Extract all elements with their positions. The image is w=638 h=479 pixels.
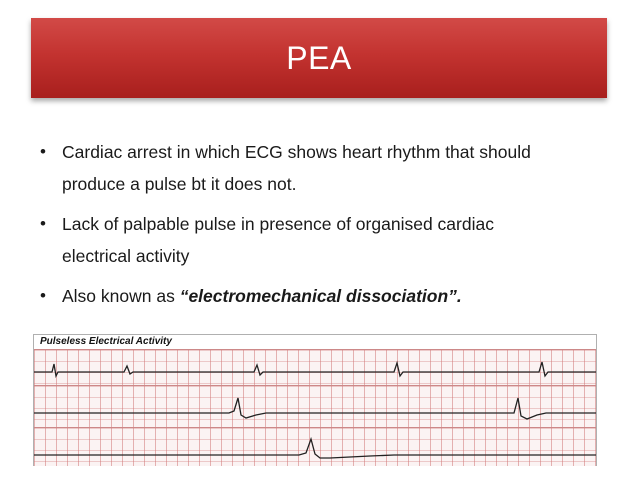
bullet-dot-icon: • <box>40 142 46 161</box>
bullet-line: electrical activity <box>62 246 190 266</box>
ecg-title: Pulseless Electrical Activity <box>40 336 172 347</box>
slide-title: PEA <box>286 39 352 76</box>
ecg-trace-3 <box>34 428 596 467</box>
bullet-list <box>40 136 610 320</box>
bullet-line: Lack of palpable pulse in presence of organised cardiac <box>62 214 494 234</box>
ecg-strip-1 <box>34 349 596 385</box>
ecg-strip-3 <box>34 427 596 466</box>
bullet-emphasis: “electromechanical dissociation”. <box>179 286 462 306</box>
ecg-strip-2 <box>34 385 596 427</box>
ecg-header <box>34 335 596 349</box>
bullet-line: produce a pulse bt it does not. <box>62 174 297 194</box>
bullet-dot-icon: • <box>40 214 46 233</box>
title-banner <box>31 18 607 98</box>
bullet-prefix: Also known as <box>62 286 180 306</box>
bullet-dot-icon: • <box>40 286 46 305</box>
ecg-trace-2 <box>34 386 596 428</box>
bullet-item <box>40 280 610 312</box>
ecg-figure <box>33 334 597 466</box>
bullet-item <box>40 208 610 272</box>
bullet-item <box>40 136 610 200</box>
bullet-line <box>62 280 610 312</box>
bullet-line: Cardiac arrest in which ECG shows heart rhythm that should <box>62 142 531 162</box>
ecg-trace-1 <box>34 350 596 386</box>
